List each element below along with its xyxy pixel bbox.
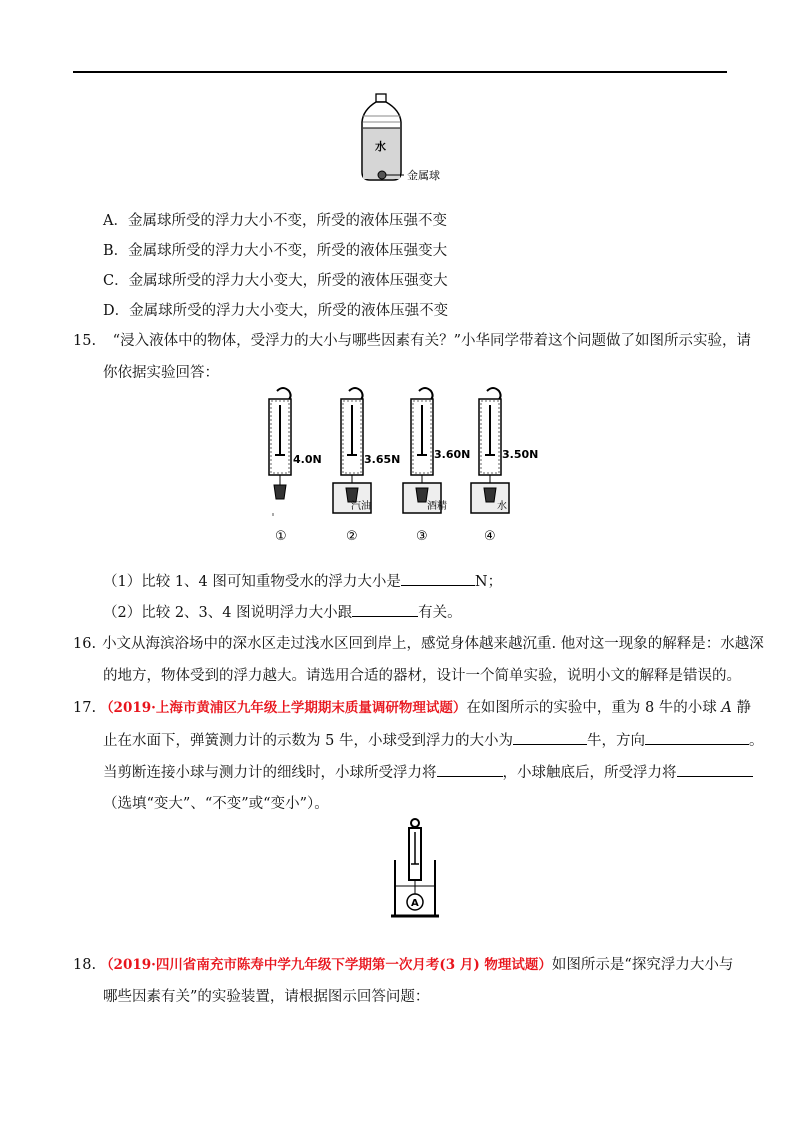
figure-label-1: ① xyxy=(275,529,287,544)
q16-line2: 的地方，物体受到的浮力越大。请选用合适的器材，设计一个简单实验，说明小文的解释是错误的。 xyxy=(103,668,741,684)
liquid-3: 酒精 xyxy=(427,501,447,512)
q18-text-1: 如图所示是“探究浮力大小与 xyxy=(551,957,734,973)
q17-line1 xyxy=(73,698,751,718)
figure-label-4: ④ xyxy=(484,529,496,544)
scale-2 xyxy=(333,388,371,513)
q17-blank-3[interactable] xyxy=(437,762,503,777)
q15-text-1: “浸入液体中的物体，受浮力的大小与哪些因素有关？”小华同学带着这个问题做了如图所示实验，请 xyxy=(112,333,751,349)
q15-number: 15. xyxy=(73,333,97,349)
q15-sub2 xyxy=(103,602,462,623)
spring-scale-figure xyxy=(255,385,555,545)
option-a: A．金属球所受的浮力大小不变，所受的液体压强不变 xyxy=(103,213,447,229)
q16-line1 xyxy=(73,634,764,654)
reading-3: 3.60N xyxy=(434,448,471,461)
q18-number: 18. xyxy=(73,957,97,973)
q16-text-1: 小文从海滨浴场中的深水区走过浅水区回到岸上，感觉身体越来越沉重. 他对这一现象的解释是：水越深 xyxy=(102,636,764,652)
figure-label-2: ② xyxy=(346,529,358,544)
q15-line1 xyxy=(73,331,751,351)
q15-blank-1[interactable] xyxy=(401,571,475,586)
q17-line4: （选填“变大”、“不变”或“变小”）。 xyxy=(103,796,329,812)
q18-line2: 哪些因素有关”的实验装置，请根据图示回答问题： xyxy=(103,989,430,1005)
liquid-2: 汽油 xyxy=(351,501,371,512)
metal-ball xyxy=(378,171,386,179)
q17-text-1: 在如图所示的实验中，重为 8 牛的小球 xyxy=(466,700,722,716)
figure-label-3: ③ xyxy=(416,529,428,544)
q17-source: （2019·上海市黄浦区九年级上学期期末质量调研物理试题） xyxy=(100,700,467,716)
q17-text-3a: 当剪断连接小球与测力计的细线时，小球所受浮力将 xyxy=(103,765,437,781)
q17-ball-name: A xyxy=(721,700,732,716)
header-rule xyxy=(73,71,727,73)
ball-label: 金属球 xyxy=(407,169,440,182)
q15-sub1 xyxy=(103,571,502,592)
option-d: D．金属球所受的浮力大小变大，所受的液体压强不变 xyxy=(103,303,449,319)
reading-1: 4.0N xyxy=(293,453,322,466)
q15-sub1-text: （1）比较 1、4 图可知重物受水的浮力大小是 xyxy=(103,574,401,590)
q17-text-2a: 止在水面下，弹簧测力计的示数为 5 牛，小球受到浮力的大小为 xyxy=(103,733,513,749)
q15-sub2-end: 有关。 xyxy=(418,605,462,621)
q17-blank-4[interactable] xyxy=(677,762,753,777)
q17-number: 17. xyxy=(73,700,97,716)
q17-text-2c: 。 xyxy=(748,733,764,749)
liquid-4: 水 xyxy=(497,501,507,512)
q16-number: 16. xyxy=(73,636,97,652)
option-c: C．金属球所受的浮力大小变大，所受的液体压强变大 xyxy=(103,273,448,289)
option-b: B．金属球所受的浮力大小不变，所受的液体压强变大 xyxy=(103,243,448,259)
q17-text-3b: ，小球触底后，所受浮力将 xyxy=(502,765,677,781)
q15-sub1-unit: N； xyxy=(474,574,503,590)
q17-blank-2[interactable] xyxy=(645,730,749,745)
reading-2: 3.65N xyxy=(364,453,401,466)
q17-blank-1[interactable] xyxy=(513,730,587,745)
ball-a-label: A xyxy=(411,898,419,909)
scale-1 xyxy=(269,388,291,516)
q17-text-2b: 牛，方向 xyxy=(586,733,645,749)
q15-line2: 你依据实验回答： xyxy=(103,365,219,381)
q17-line3 xyxy=(103,762,753,783)
water-label: 水 xyxy=(375,140,386,153)
q18-source: （2019·四川省南充市陈寿中学九年级下学期第一次月考(3 月) 物理试题） xyxy=(100,957,552,973)
bottle-figure xyxy=(355,92,455,190)
reading-4: 3.50N xyxy=(502,448,539,461)
q15-blank-2[interactable] xyxy=(352,602,418,617)
q17-text-1-end: 静 xyxy=(731,700,751,716)
ball-in-water-figure xyxy=(385,816,445,922)
q18-line1 xyxy=(73,955,733,975)
q17-line2 xyxy=(103,730,763,751)
q15-sub2-text: （2）比较 2、3、4 图说明浮力大小跟 xyxy=(103,605,353,621)
